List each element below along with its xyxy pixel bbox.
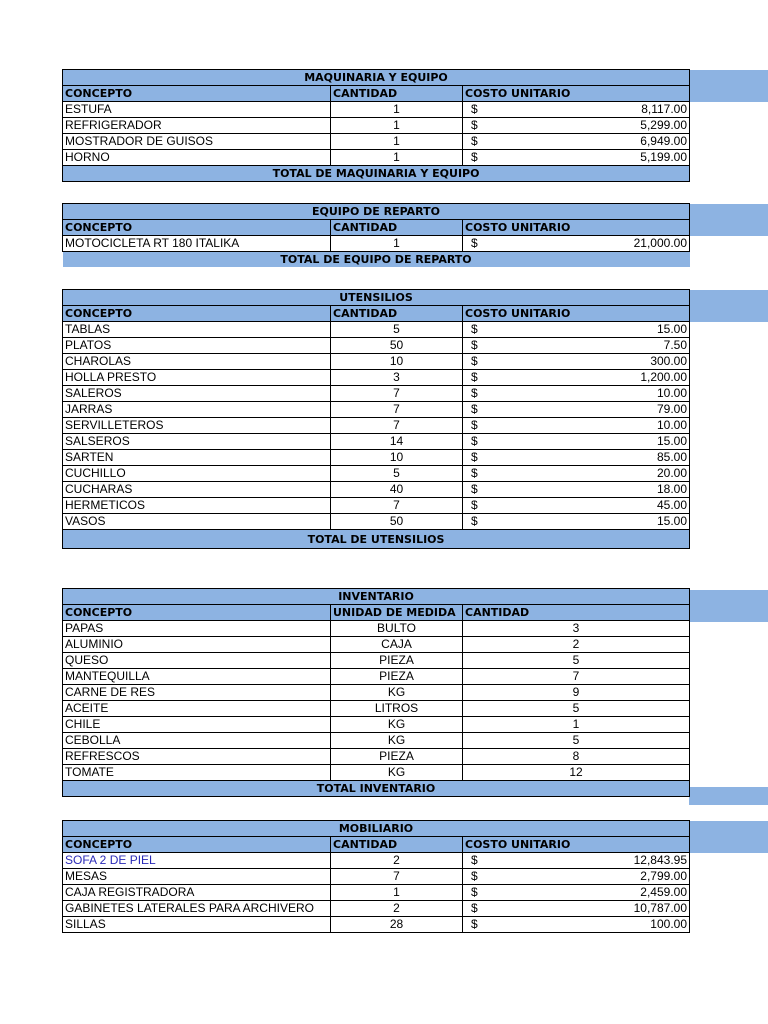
- currency-symbol: $: [471, 338, 478, 352]
- cell-concepto: QUESO: [63, 653, 331, 669]
- cell-cantidad: 3: [331, 370, 463, 386]
- table-row: [63, 685, 690, 701]
- total-row: TOTAL DE UTENSILIOS: [63, 530, 690, 549]
- table-row: [63, 637, 690, 653]
- cell-cantidad: 1: [331, 134, 463, 150]
- side-band-reparto: [689, 204, 768, 236]
- table-body: [63, 236, 690, 252]
- cell-concepto: MOTOCICLETA RT 180 ITALIKA: [63, 236, 331, 252]
- table-row: [63, 749, 690, 765]
- table-row: [63, 482, 690, 498]
- cell-costo: [463, 118, 690, 134]
- cell-cantidad: 2: [331, 853, 463, 869]
- currency-symbol: $: [471, 386, 478, 400]
- cell-costo: [463, 134, 690, 150]
- cost-value: 10.00: [657, 418, 688, 432]
- table-utensilios: [62, 289, 690, 549]
- col-header-cantidad: CANTIDAD: [331, 86, 463, 102]
- cost-value: 10,787.00: [633, 901, 687, 915]
- cost-value: 12,843.95: [633, 853, 687, 867]
- cell-unidad: PIEZA: [331, 669, 463, 685]
- cell-costo: [463, 370, 690, 386]
- cell-cantidad: 7: [331, 386, 463, 402]
- cell-cantidad: 3: [463, 621, 690, 637]
- cost-value: 15.00: [657, 434, 688, 448]
- currency-symbol: $: [471, 418, 478, 432]
- col-header-costo: COSTO UNITARIO: [463, 220, 690, 236]
- col-header-unidad: UNIDAD DE MEDIDA: [331, 605, 463, 621]
- table-row: [63, 370, 690, 386]
- table-row: [63, 466, 690, 482]
- cell-cantidad: 7: [331, 498, 463, 514]
- table-row: [63, 765, 690, 781]
- cell-costo: [463, 917, 690, 933]
- cell-concepto: ACEITE: [63, 701, 331, 717]
- cost-value: 20.00: [657, 466, 688, 480]
- cell-cantidad: 5: [463, 733, 690, 749]
- cell-unidad: PIEZA: [331, 653, 463, 669]
- cell-concepto: SILLAS: [63, 917, 331, 933]
- cell-cantidad: 5: [463, 653, 690, 669]
- col-header-cantidad: CANTIDAD: [331, 837, 463, 853]
- table-row: [63, 338, 690, 354]
- col-header-cantidad: CANTIDAD: [331, 220, 463, 236]
- col-header-concepto: CONCEPTO: [63, 605, 331, 621]
- side-band-inventario: [689, 590, 768, 622]
- cell-concepto: CEBOLLA: [63, 733, 331, 749]
- cost-value: 5,199.00: [640, 150, 688, 164]
- cell-cantidad: 1: [331, 236, 463, 252]
- cell-cantidad: 40: [331, 482, 463, 498]
- cell-cantidad: 7: [331, 402, 463, 418]
- cell-cantidad: 1: [331, 150, 463, 166]
- cell-costo: [463, 402, 690, 418]
- cell-concepto: TOMATE: [63, 765, 331, 781]
- cell-costo: [463, 901, 690, 917]
- currency-symbol: $: [471, 370, 478, 384]
- cell-concepto: HERMETICOS: [63, 498, 331, 514]
- currency-symbol: $: [471, 402, 478, 416]
- cell-costo: [463, 236, 690, 252]
- currency-symbol: $: [471, 917, 478, 931]
- total-row: TOTAL DE EQUIPO DE REPARTO: [63, 252, 690, 268]
- table-title: MOBILIARIO: [63, 821, 690, 837]
- cost-value: 100.00: [650, 917, 687, 931]
- cell-cantidad: 7: [331, 869, 463, 885]
- section-mobiliario: [62, 820, 690, 933]
- table-row: [63, 354, 690, 370]
- table-row: [63, 514, 690, 530]
- currency-symbol: $: [471, 514, 478, 528]
- cell-unidad: KG: [331, 733, 463, 749]
- cell-concepto: CARNE DE RES: [63, 685, 331, 701]
- table-row: [63, 418, 690, 434]
- currency-symbol: $: [471, 885, 478, 899]
- cost-value: 2,459.00: [640, 885, 687, 899]
- section-maquinaria: [62, 69, 690, 182]
- cost-value: 15.00: [657, 514, 688, 528]
- table-row: [63, 853, 690, 869]
- col-header-costo: COSTO UNITARIO: [463, 837, 690, 853]
- cell-costo: [463, 102, 690, 118]
- cell-unidad: CAJA: [331, 637, 463, 653]
- cell-unidad: KG: [331, 717, 463, 733]
- cell-costo: [463, 418, 690, 434]
- currency-symbol: $: [471, 322, 478, 336]
- table-reparto: [62, 203, 690, 267]
- table-row: [63, 869, 690, 885]
- table-row: [63, 653, 690, 669]
- col-header-concepto: CONCEPTO: [63, 306, 331, 322]
- cell-concepto: VASOS: [63, 514, 331, 530]
- table-row: [63, 134, 690, 150]
- cell-unidad: KG: [331, 685, 463, 701]
- cost-value: 6,949.00: [640, 134, 688, 148]
- cost-value: 15.00: [657, 322, 688, 336]
- cell-concepto: HORNO: [63, 150, 331, 166]
- cell-costo: [463, 434, 690, 450]
- cell-costo: [463, 338, 690, 354]
- cell-cantidad: 9: [463, 685, 690, 701]
- cell-costo: [463, 514, 690, 530]
- cell-cantidad: 7: [331, 418, 463, 434]
- section-reparto: [62, 203, 690, 267]
- currency-symbol: $: [471, 102, 478, 116]
- cell-concepto: JARRAS: [63, 402, 331, 418]
- table-body: [63, 853, 690, 933]
- cell-concepto: CAJA REGISTRADORA: [63, 885, 331, 901]
- cell-concepto: CHILE: [63, 717, 331, 733]
- cell-costo: [463, 498, 690, 514]
- cell-unidad: BULTO: [331, 621, 463, 637]
- cell-cantidad: 1: [463, 717, 690, 733]
- cell-concepto: SARTEN: [63, 450, 331, 466]
- cell-concepto: ESTUFA: [63, 102, 331, 118]
- side-band-mobiliario: [689, 821, 768, 853]
- table-row: [63, 669, 690, 685]
- currency-symbol: $: [471, 853, 478, 867]
- table-row: [63, 621, 690, 637]
- cell-concepto: CUCHARAS: [63, 482, 331, 498]
- currency-symbol: $: [471, 466, 478, 480]
- cost-value: 85.00: [657, 450, 688, 464]
- table-row: [63, 901, 690, 917]
- table-row: [63, 885, 690, 901]
- cell-costo: [463, 482, 690, 498]
- table-title: INVENTARIO: [63, 589, 690, 605]
- cost-value: 45.00: [657, 498, 688, 512]
- currency-symbol: $: [471, 869, 478, 883]
- cell-costo: [463, 322, 690, 338]
- cell-concepto: SALSEROS: [63, 434, 331, 450]
- cell-cantidad: 1: [331, 102, 463, 118]
- currency-symbol: $: [471, 354, 478, 368]
- currency-symbol: $: [471, 434, 478, 448]
- table-row: [63, 386, 690, 402]
- cell-costo: [463, 354, 690, 370]
- table-title: UTENSILIOS: [63, 290, 690, 306]
- cell-cantidad: 5: [463, 701, 690, 717]
- table-row: [63, 102, 690, 118]
- cell-unidad: LITROS: [331, 701, 463, 717]
- cell-cantidad: 14: [331, 434, 463, 450]
- cost-value: 300.00: [650, 354, 688, 368]
- cost-value: 18.00: [657, 482, 688, 496]
- currency-symbol: $: [471, 498, 478, 512]
- cost-value: 7.50: [663, 338, 688, 352]
- cell-unidad: PIEZA: [331, 749, 463, 765]
- cell-cantidad: 10: [331, 354, 463, 370]
- cell-costo: [463, 869, 690, 885]
- cell-unidad: KG: [331, 765, 463, 781]
- side-band-utensilios: [689, 290, 768, 322]
- table-body: [63, 621, 690, 781]
- cell-cantidad: 8: [463, 749, 690, 765]
- cell-costo: [463, 150, 690, 166]
- table-body: [63, 102, 690, 166]
- col-header-cantidad: CANTIDAD: [463, 605, 690, 621]
- cell-cantidad: 1: [331, 118, 463, 134]
- cell-cantidad: 12: [463, 765, 690, 781]
- cell-costo: [463, 885, 690, 901]
- table-row: [63, 917, 690, 933]
- col-header-concepto: CONCEPTO: [63, 86, 331, 102]
- cost-value: 2,799.00: [640, 869, 687, 883]
- col-header-concepto: CONCEPTO: [63, 220, 331, 236]
- total-row: TOTAL INVENTARIO: [63, 781, 690, 797]
- cell-concepto: ALUMINIO: [63, 637, 331, 653]
- cost-value: 10.00: [657, 386, 688, 400]
- cell-cantidad: 50: [331, 338, 463, 354]
- cell-cantidad: 1: [331, 885, 463, 901]
- table-row: [63, 150, 690, 166]
- cell-concepto[interactable]: SOFA 2 DE PIEL: [63, 853, 331, 869]
- currency-symbol: $: [471, 118, 478, 132]
- cell-cantidad: 2: [463, 637, 690, 653]
- cell-concepto: PLATOS: [63, 338, 331, 354]
- table-row: [63, 498, 690, 514]
- col-header-costo: COSTO UNITARIO: [463, 306, 690, 322]
- table-row: [63, 450, 690, 466]
- table-row: [63, 402, 690, 418]
- cell-cantidad: 28: [331, 917, 463, 933]
- currency-symbol: $: [471, 450, 478, 464]
- side-band-maquinaria: [689, 70, 768, 102]
- cell-concepto: TABLAS: [63, 322, 331, 338]
- cell-concepto: REFRESCOS: [63, 749, 331, 765]
- currency-symbol: $: [471, 482, 478, 496]
- table-title: EQUIPO DE REPARTO: [63, 204, 690, 220]
- cell-cantidad: 2: [331, 901, 463, 917]
- cell-concepto: GABINETES LATERALES PARA ARCHIVERO: [63, 901, 331, 917]
- table-mobiliario: [62, 820, 690, 933]
- cost-value: 21,000.00: [633, 236, 688, 250]
- cell-cantidad: 5: [331, 466, 463, 482]
- cell-costo: [463, 853, 690, 869]
- cell-concepto: PAPAS: [63, 621, 331, 637]
- table-row: [63, 434, 690, 450]
- cell-costo: [463, 386, 690, 402]
- cell-cantidad: 10: [331, 450, 463, 466]
- cost-value: 5,299.00: [640, 118, 688, 132]
- side-band-inventario-total: [689, 787, 768, 805]
- cell-cantidad: 50: [331, 514, 463, 530]
- cell-concepto: MANTEQUILLA: [63, 669, 331, 685]
- total-row: TOTAL DE MAQUINARIA Y EQUIPO: [63, 166, 690, 182]
- table-row: [63, 118, 690, 134]
- table-title: MAQUINARIA Y EQUIPO: [63, 70, 690, 86]
- cell-cantidad: 5: [331, 322, 463, 338]
- cell-costo: [463, 450, 690, 466]
- currency-symbol: $: [471, 901, 478, 915]
- currency-symbol: $: [471, 236, 478, 250]
- col-header-concepto: CONCEPTO: [63, 837, 331, 853]
- cell-concepto: SALEROS: [63, 386, 331, 402]
- cell-concepto: MESAS: [63, 869, 331, 885]
- cost-value: 1,200.00: [640, 370, 688, 384]
- table-inventario: [62, 588, 690, 797]
- cell-concepto: SERVILLETEROS: [63, 418, 331, 434]
- currency-symbol: $: [471, 134, 478, 148]
- table-row: [63, 717, 690, 733]
- table-row: [63, 322, 690, 338]
- cost-value: 8,117.00: [641, 102, 688, 116]
- col-header-costo: COSTO UNITARIO: [463, 86, 690, 102]
- table-row: [63, 733, 690, 749]
- table-row: [63, 701, 690, 717]
- cell-concepto: HOLLA PRESTO: [63, 370, 331, 386]
- cell-concepto: CHAROLAS: [63, 354, 331, 370]
- cell-concepto: MOSTRADOR DE GUISOS: [63, 134, 331, 150]
- table-maquinaria: [62, 69, 690, 182]
- section-inventario: [62, 588, 690, 797]
- currency-symbol: $: [471, 150, 478, 164]
- section-utensilios: [62, 289, 690, 549]
- cell-costo: [463, 466, 690, 482]
- table-row: [63, 236, 690, 252]
- cell-concepto: REFRIGERADOR: [63, 118, 331, 134]
- table-body: [63, 322, 690, 530]
- cell-cantidad: 7: [463, 669, 690, 685]
- cost-value: 79.00: [657, 402, 688, 416]
- cell-concepto: CUCHILLO: [63, 466, 331, 482]
- col-header-cantidad: CANTIDAD: [331, 306, 463, 322]
